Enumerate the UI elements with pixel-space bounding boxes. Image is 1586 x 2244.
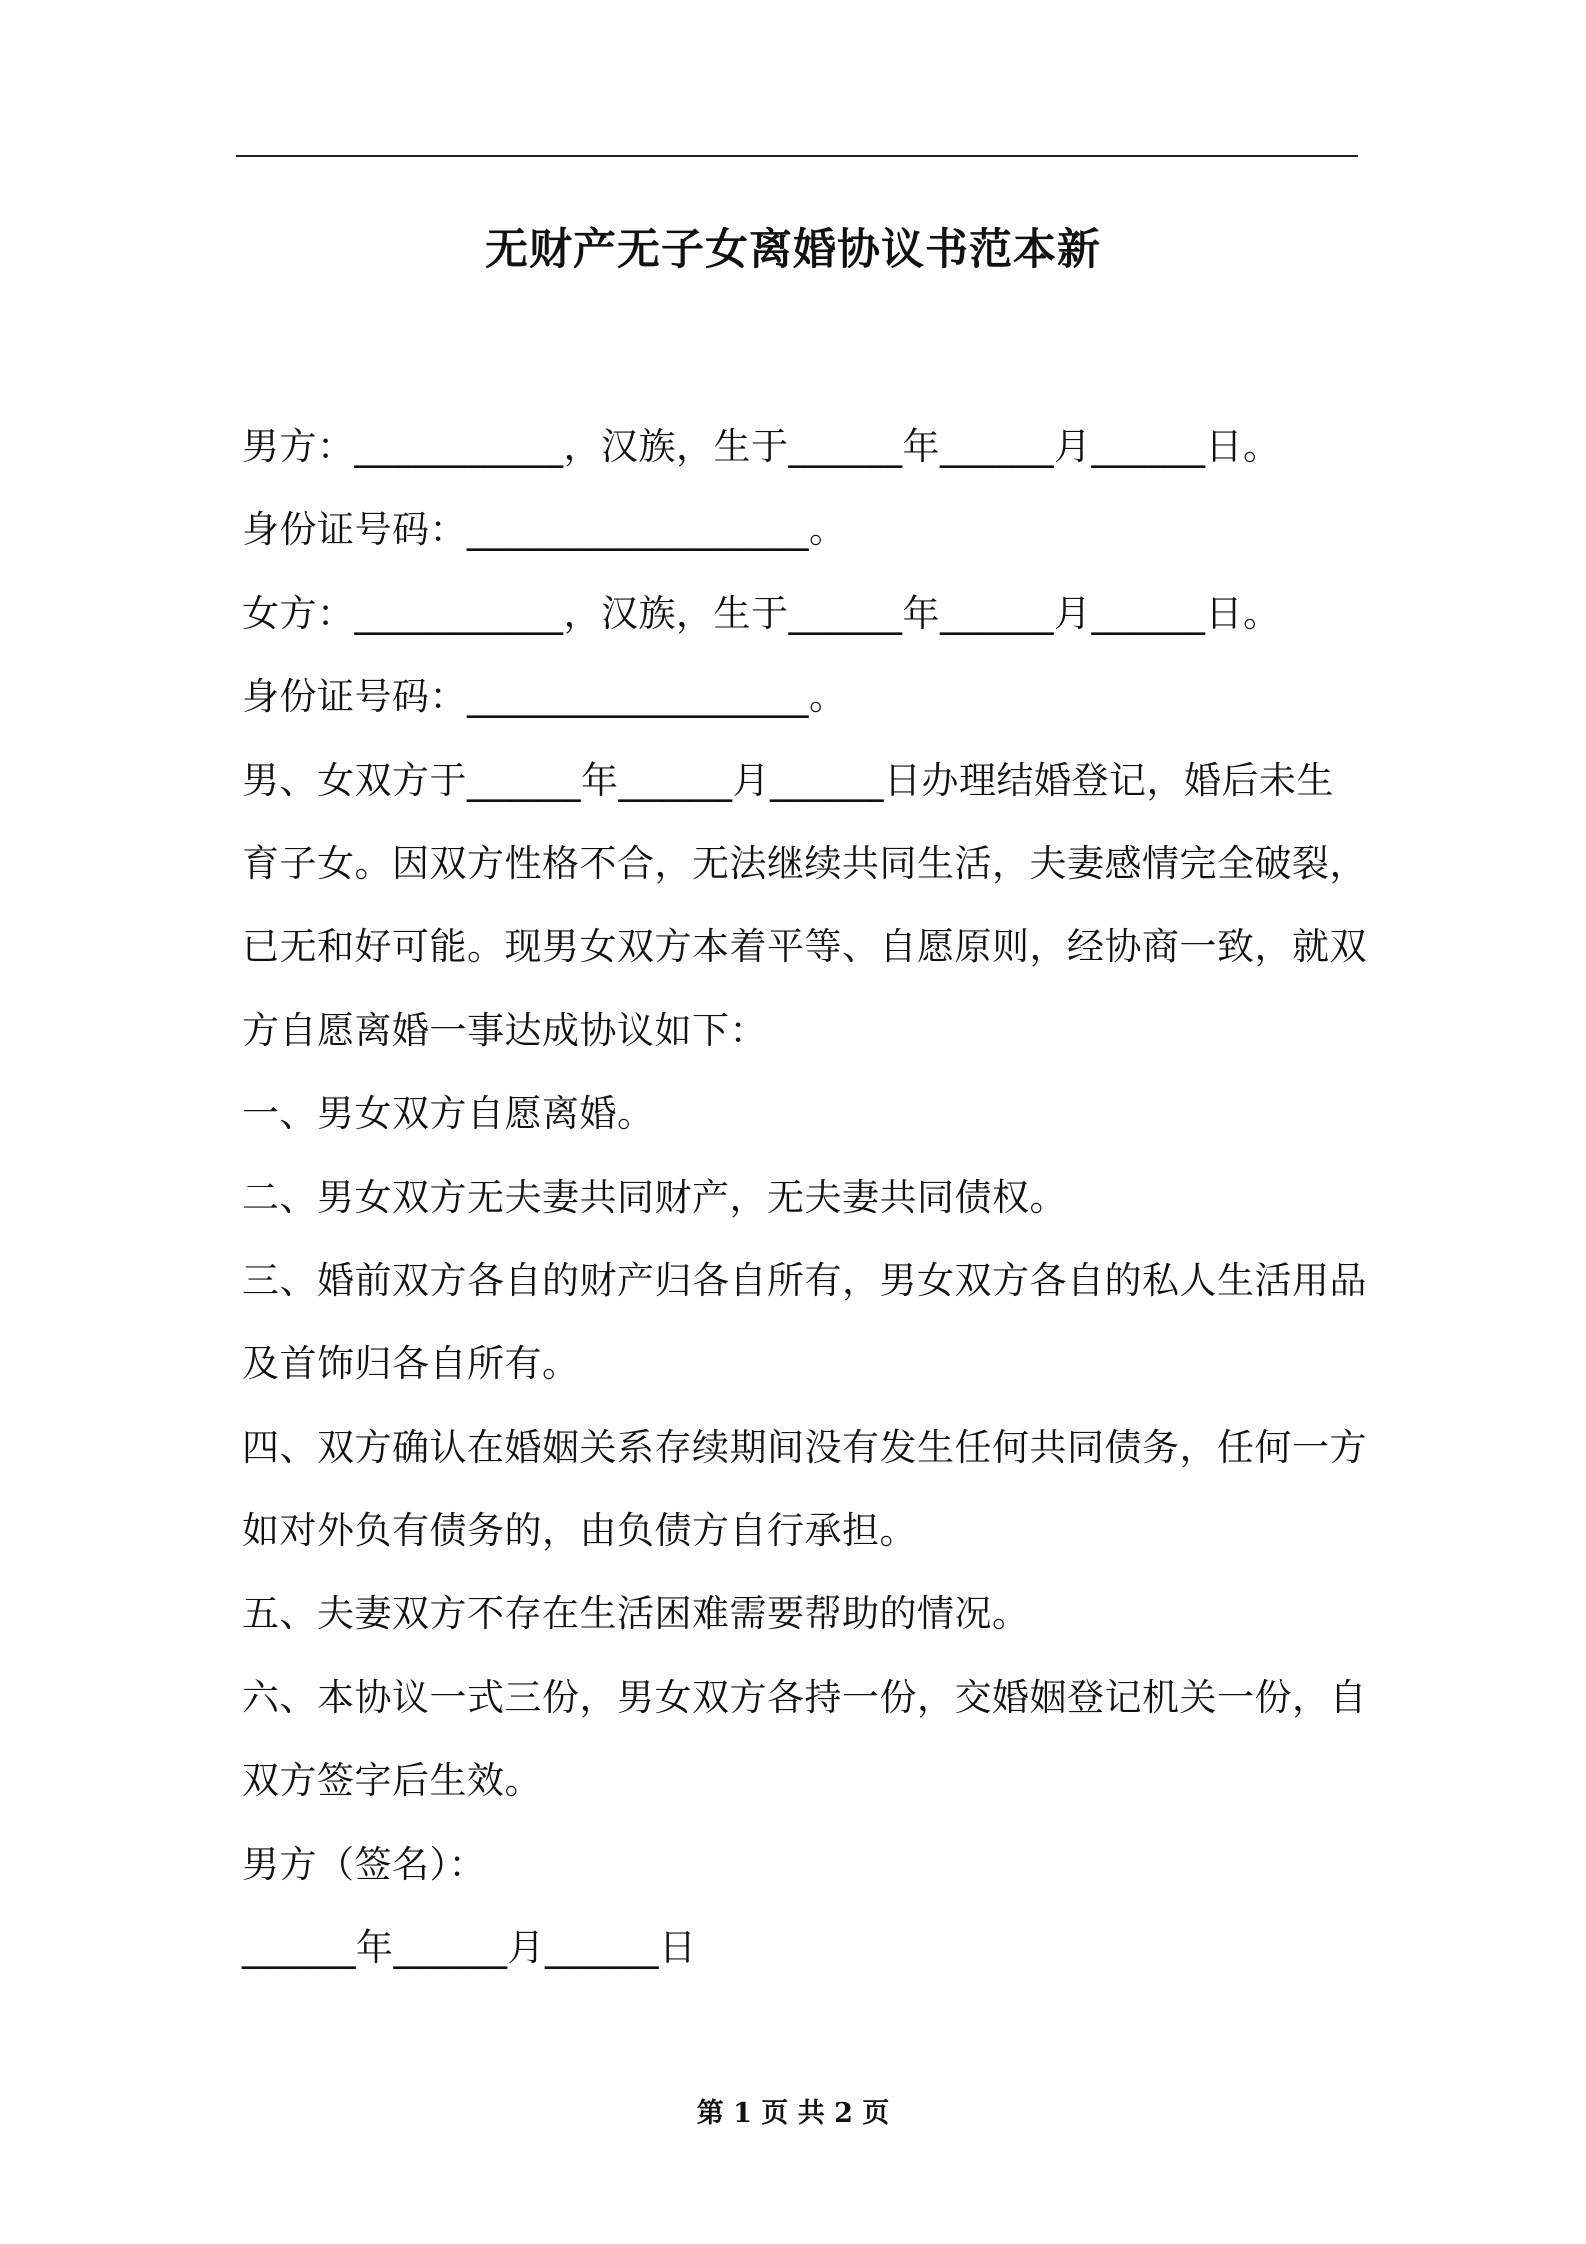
header-divider — [236, 155, 1358, 157]
clause-2: 二、男女双方无夫妻共同财产，无夫妻共同债权。 — [242, 1175, 1067, 1219]
clause-4-line-1: 四、双方确认在婚姻关系存续期间没有发生任何共同债务，任何一方 — [242, 1425, 1367, 1469]
preamble-line-3: 已无和好可能。现男女双方本着平等、自愿原则，经协商一致，就双 — [242, 925, 1367, 969]
preamble-line-1: 男、女双方于______年______月______日办理结婚登记，婚后未生 — [242, 758, 1334, 802]
signature-date-line: ______年______月______日 — [242, 1926, 697, 1970]
male-party-line: 男方：___________，汉族，生于______年______月______日。 — [242, 425, 1281, 468]
preamble-line-4: 方自愿离婚一事达成协议如下： — [242, 1008, 767, 1052]
clause-6-line-1: 六、本协议一式三份，男女双方各持一份，交婚姻登记机关一份，自 — [242, 1675, 1367, 1719]
clause-4-line-2: 如对外负有债务的，由负债方自行承担。 — [242, 1509, 917, 1553]
document-body — [242, 405, 1367, 1989]
male-signature-line: 男方（签名）： — [242, 1842, 486, 1886]
clause-3-line-2: 及首饰归各自所有。 — [242, 1342, 580, 1386]
document-title: 无财产无子女离婚协议书范本新 — [485, 225, 1101, 275]
female-party-line: 女方：___________，汉族，生于______年______月______日。 — [242, 591, 1281, 635]
clause-1: 一、男女双方自愿离婚。 — [242, 1092, 655, 1136]
male-id-number-line: 身份证号码：__________________。 — [242, 508, 847, 552]
clause-6-line-2: 双方签字后生效。 — [242, 1759, 542, 1803]
preamble-line-2: 育子女。因双方性格不合，无法继续共同生活，夫妻感情完全破裂， — [242, 841, 1367, 885]
clause-3-line-1: 三、婚前双方各自的财产归各自所有，男女双方各自的私人生活用品 — [242, 1258, 1367, 1302]
clause-5: 五、夫妻双方不存在生活困难需要帮助的情况。 — [242, 1592, 1030, 1636]
female-id-number-line: 身份证号码：__________________。 — [242, 675, 847, 719]
page-number: 第 1 页 共 2 页 — [696, 2098, 890, 2129]
